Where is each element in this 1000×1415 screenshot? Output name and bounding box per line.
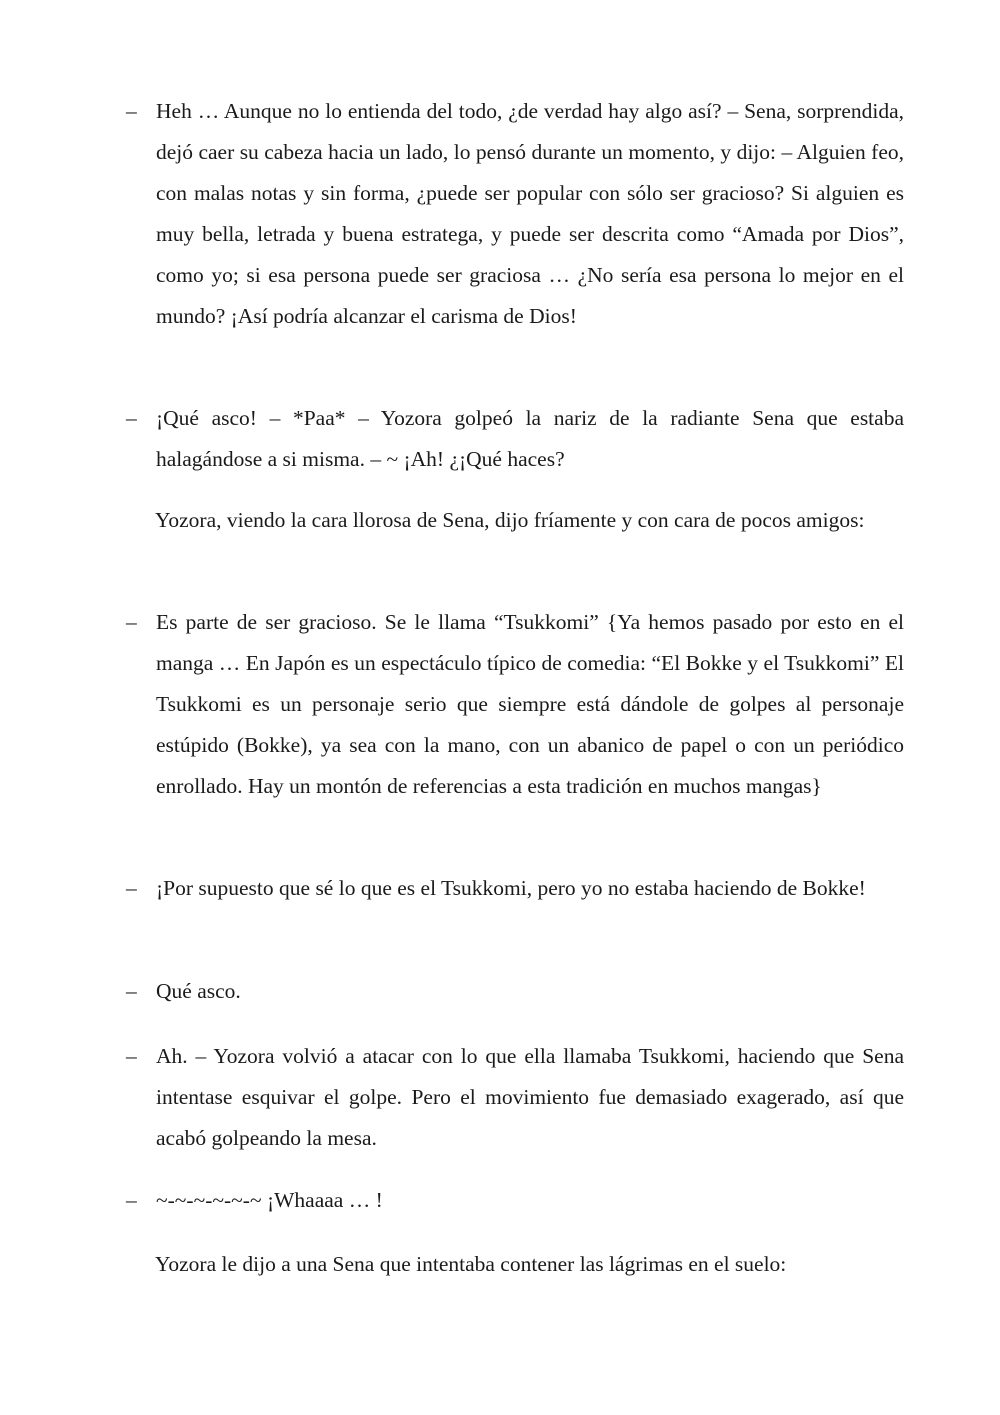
paragraph-text: Heh … Aunque no lo entienda del todo, ¿de verdad hay algo así? – Sena, sorprendida, dejó caer su cabeza hacia un lado, lo pensó durante un momento, y dijo: – Alguien feo, con malas notas y sin forma, ¿puede ser popular con sólo ser gracioso? Si alguien es muy bella, letrada y buena estratega, y puede ser descrita como “Amada por Dios”, como yo; si esa persona puede ser graciosa … ¿No sería esa persona lo mejor en el mundo? ¡Así podría alcanzar el carisma de Dios! xyxy=(156,99,904,328)
dialogue-dash: – xyxy=(126,610,137,634)
paragraph-text: Ah. – Yozora volvió a atacar con lo que ella llamaba Tsukkomi, haciendo que Sena intentase esquivar el golpe. Pero el movimiento fue demasiado exagerado, así que acabó golpeando la mesa. xyxy=(156,1044,904,1150)
paragraph-text: ¡Qué asco! – *Paa* – Yozora golpeó la nariz de la radiante Sena que estaba halagándose a si misma. – ~ ¡Ah! ¿¡Qué haces? xyxy=(156,406,904,471)
paragraph-text: Qué asco. xyxy=(156,979,241,1003)
paragraph-text: ¡Por supuesto que sé lo que es el Tsukkomi, pero yo no estaba haciendo de Bokke! xyxy=(156,876,866,900)
dialogue-paragraph-3 xyxy=(96,602,904,807)
dialogue-paragraph-5 xyxy=(96,971,904,1012)
dialogue-paragraph-6 xyxy=(96,1036,904,1159)
paragraph-text: Yozora, viendo la cara llorosa de Sena, dijo fríamente y con cara de pocos amigos: xyxy=(155,508,865,532)
dialogue-dash: – xyxy=(126,876,137,900)
dialogue-dash: – xyxy=(126,99,137,123)
paragraph-text: Es parte de ser gracioso. Se le llama “Tsukkomi” {Ya hemos pasado por esto en el manga … En Japón es un espectáculo típico de comedia: “El Bokke y el Tsukkomi” El Tsukkomi es un personaje serio que siempre está dándole de golpes al personaje estúpido (Bokke), ya sea con la mano, con un abanico de papel o con un periódico enrollado. Hay un montón de referencias a esta tradición en muchos mangas} xyxy=(156,610,904,798)
dialogue-dash: – xyxy=(126,1188,137,1212)
dialogue-dash: – xyxy=(126,406,137,430)
dialogue-paragraph-2 xyxy=(96,398,904,480)
paragraph-text: ~-~-~-~-~-~ ¡Whaaaa … ! xyxy=(156,1188,383,1212)
narration-paragraph-2 xyxy=(96,1244,904,1285)
dialogue-paragraph-7 xyxy=(96,1180,904,1221)
paragraph-text: Yozora le dijo a una Sena que intentaba contener las lágrimas en el suelo: xyxy=(155,1252,787,1276)
dialogue-paragraph-4 xyxy=(96,868,904,909)
dialogue-dash: – xyxy=(126,979,137,1003)
dialogue-dash: – xyxy=(126,1044,137,1068)
dialogue-paragraph-1 xyxy=(96,91,904,337)
narration-paragraph-1 xyxy=(96,500,904,541)
